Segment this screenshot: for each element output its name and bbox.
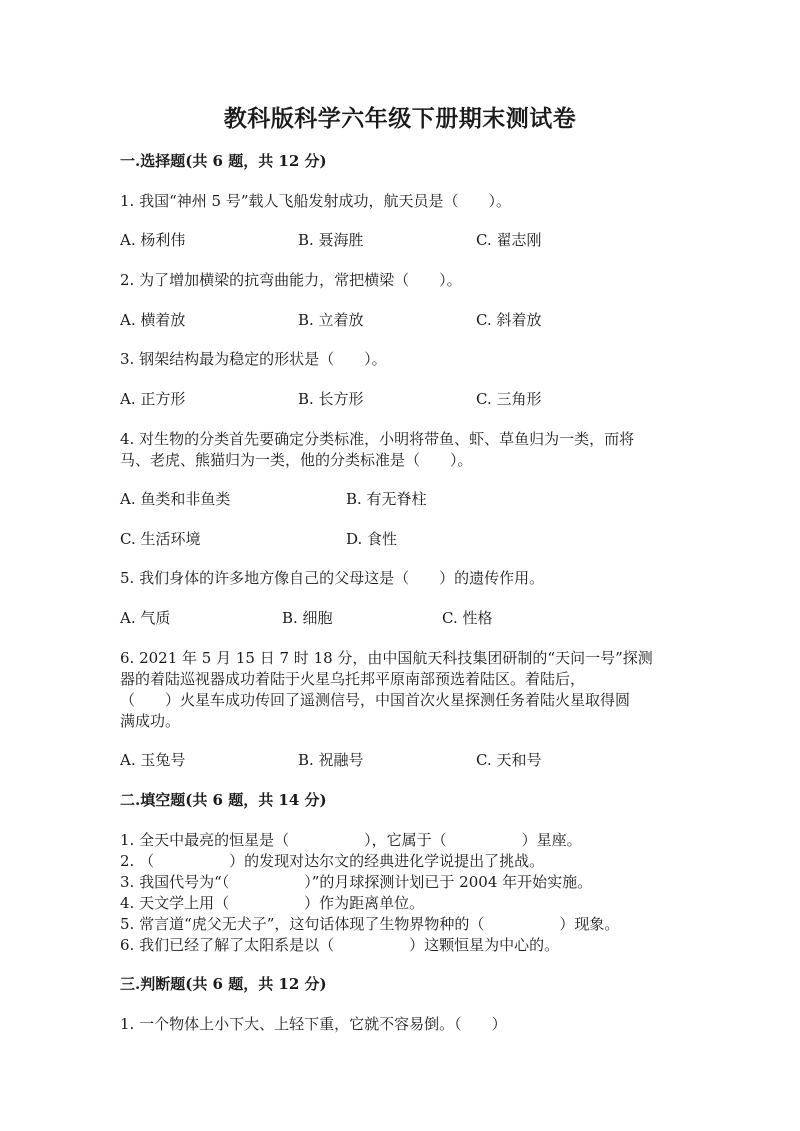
choice-option: C. 翟志刚 (476, 231, 542, 249)
choice-option: B. 祝融号 (298, 751, 364, 769)
choice-option: C. 生活环境 (120, 530, 201, 548)
choice-option: C. 三角形 (476, 390, 542, 408)
choice-option: A. 气质 (120, 609, 171, 627)
question-text: 马、老虎、熊猫归为一类，他的分类标准是（ ）。 (120, 451, 473, 469)
fill-question: 6. 我们已经了解了太阳系是以（ ）这颗恒星为中心的。 (120, 936, 560, 954)
fill-question: 5. 常言道“虎父无犬子”，这句话体现了生物界物种的（ ）现象。 (120, 915, 620, 933)
section-heading-judge: 三.判断题(共 6 题，共 12 分) (120, 975, 327, 993)
choice-option: B. 立着放 (298, 311, 364, 329)
section-heading-fill: 二.填空题(共 6 题，共 14 分) (120, 791, 327, 809)
question-text: 满成功。 (120, 712, 181, 730)
choice-option: D. 食性 (346, 530, 398, 548)
question-text: 4. 对生物的分类首先要确定分类标准，小明将带鱼、虾、草鱼归为一类，而将 (120, 430, 635, 448)
question-text: 3. 钢架结构最为稳定的形状是（ ）。 (120, 350, 387, 368)
choice-option: B. 长方形 (298, 390, 364, 408)
choice-option: B. 细胞 (282, 609, 333, 627)
judge-question: 1. 一个物体上小下大、上轻下重，它就不容易倒。（ ） (120, 1015, 507, 1033)
choice-option: A. 杨利伟 (120, 231, 186, 249)
choice-option: C. 斜着放 (476, 311, 542, 329)
question-text: 1. 我国“神州 5 号”载人飞船发射成功，航天员是（ ）。 (120, 192, 511, 210)
fill-question: 2. （ ）的发现对达尔文的经典进化学说提出了挑战。 (120, 852, 545, 870)
section-heading-choice: 一.选择题(共 6 题，共 12 分) (120, 152, 327, 170)
choice-option: A. 横着放 (120, 311, 186, 329)
question-text: 5. 我们身体的许多地方像自己的父母这是（ ）的遗传作用。 (120, 569, 545, 587)
question-text: （ ）火星车成功传回了遥测信号，中国首次火星探测任务着陆火星取得圆 (120, 691, 631, 709)
choice-option: C. 天和号 (476, 751, 542, 769)
fill-question: 1. 全天中最亮的恒星是（ ），它属于（ ）星座。 (120, 831, 582, 849)
choice-option: B. 有无脊柱 (346, 490, 427, 508)
choice-option: B. 聂海胜 (298, 231, 364, 249)
question-text: 器的着陆巡视器成功着陆于火星乌托邦平原南部预选着陆区。着陆后， (120, 670, 586, 688)
choice-option: A. 正方形 (120, 390, 186, 408)
fill-question: 4. 天文学上用（ ）作为距离单位。 (120, 894, 425, 912)
choice-option: A. 玉兔号 (120, 751, 186, 769)
page-title: 教科版科学六年级下册期末测试卷 (223, 105, 577, 132)
fill-question: 3. 我国代号为“（ ）”的月球探测计划已于 2004 年开始实施。 (120, 873, 593, 891)
question-text: 2. 为了增加横梁的抗弯曲能力，常把横梁（ ）。 (120, 271, 462, 289)
choice-option: C. 性格 (442, 609, 493, 627)
choice-option: A. 鱼类和非鱼类 (120, 490, 231, 508)
question-text: 6. 2021 年 5 月 15 日 7 时 18 分，由中国航天科技集团研制的“天问一号”探测 (120, 649, 653, 667)
